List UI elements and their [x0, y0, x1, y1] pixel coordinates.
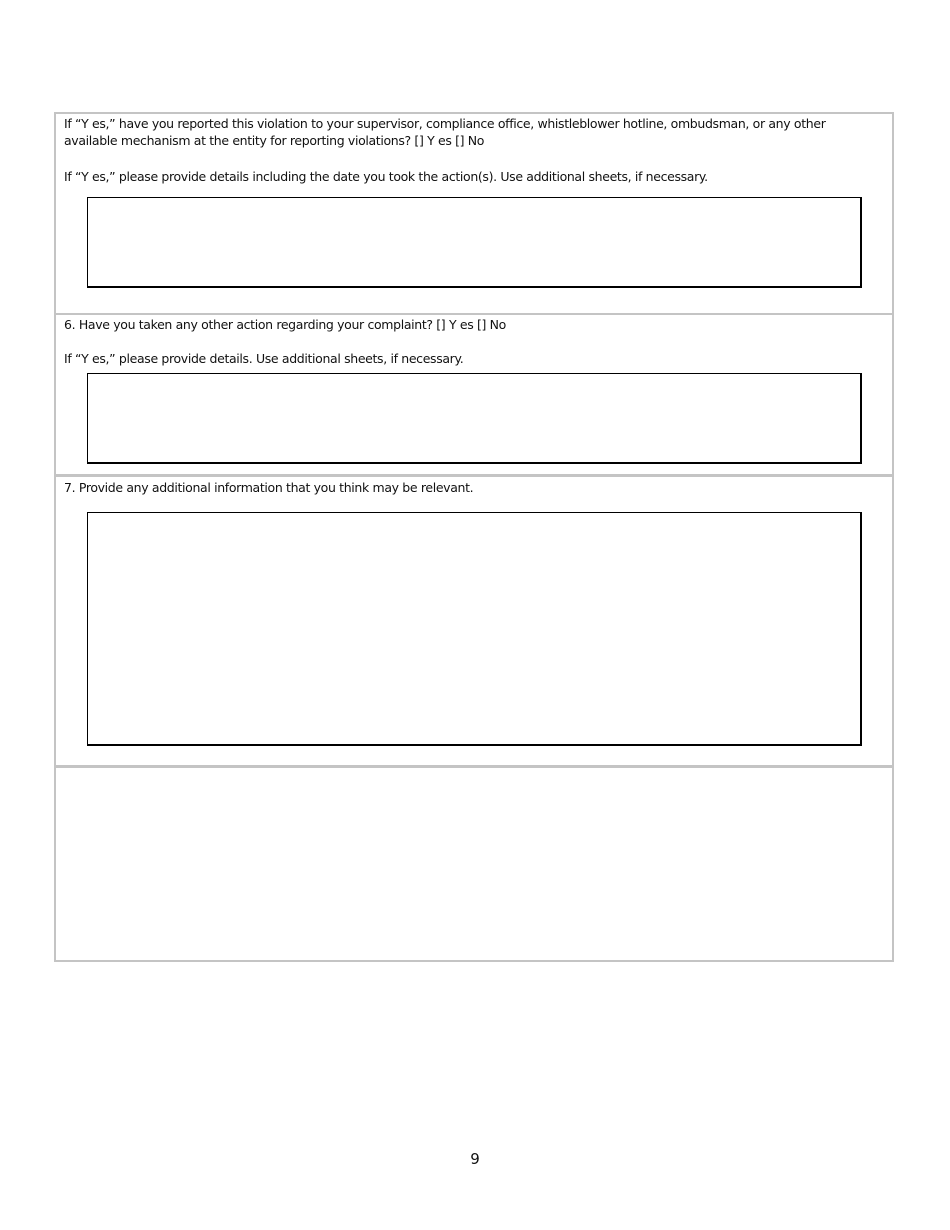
section-7-additional-info: [56, 474, 892, 765]
reported-violation-details-field[interactable]: [87, 197, 862, 288]
additional-info-question: 7. Provide any additional information that you think may be relevant.: [64, 480, 474, 495]
complaint-form-table: [54, 112, 894, 962]
additional-info-field[interactable]: [87, 512, 862, 746]
section-6-other-action: [56, 313, 892, 474]
other-action-details-prompt: If “Y es,” please provide details. Use additional sheets, if necessary.: [64, 351, 464, 366]
other-action-question: 6. Have you taken any other action regarding your complaint? [] Y es [] No: [64, 317, 506, 332]
reported-violation-details-prompt: If “Y es,” please provide details including the date you took the action(s). Use additional sheets, if necessary.: [64, 169, 708, 184]
section-5-reporting: [56, 114, 892, 313]
blank-section: [56, 765, 892, 960]
reported-violation-question-line2: available mechanism at the entity for reporting violations? [] Y es [] No: [64, 133, 485, 148]
other-action-details-field[interactable]: [87, 373, 862, 464]
reported-violation-question-line1: If “Y es,” have you reported this violation to your supervisor, compliance office, whistleblower hotline, ombudsman, or any other: [64, 116, 826, 131]
page-number: 9: [470, 1150, 480, 1168]
